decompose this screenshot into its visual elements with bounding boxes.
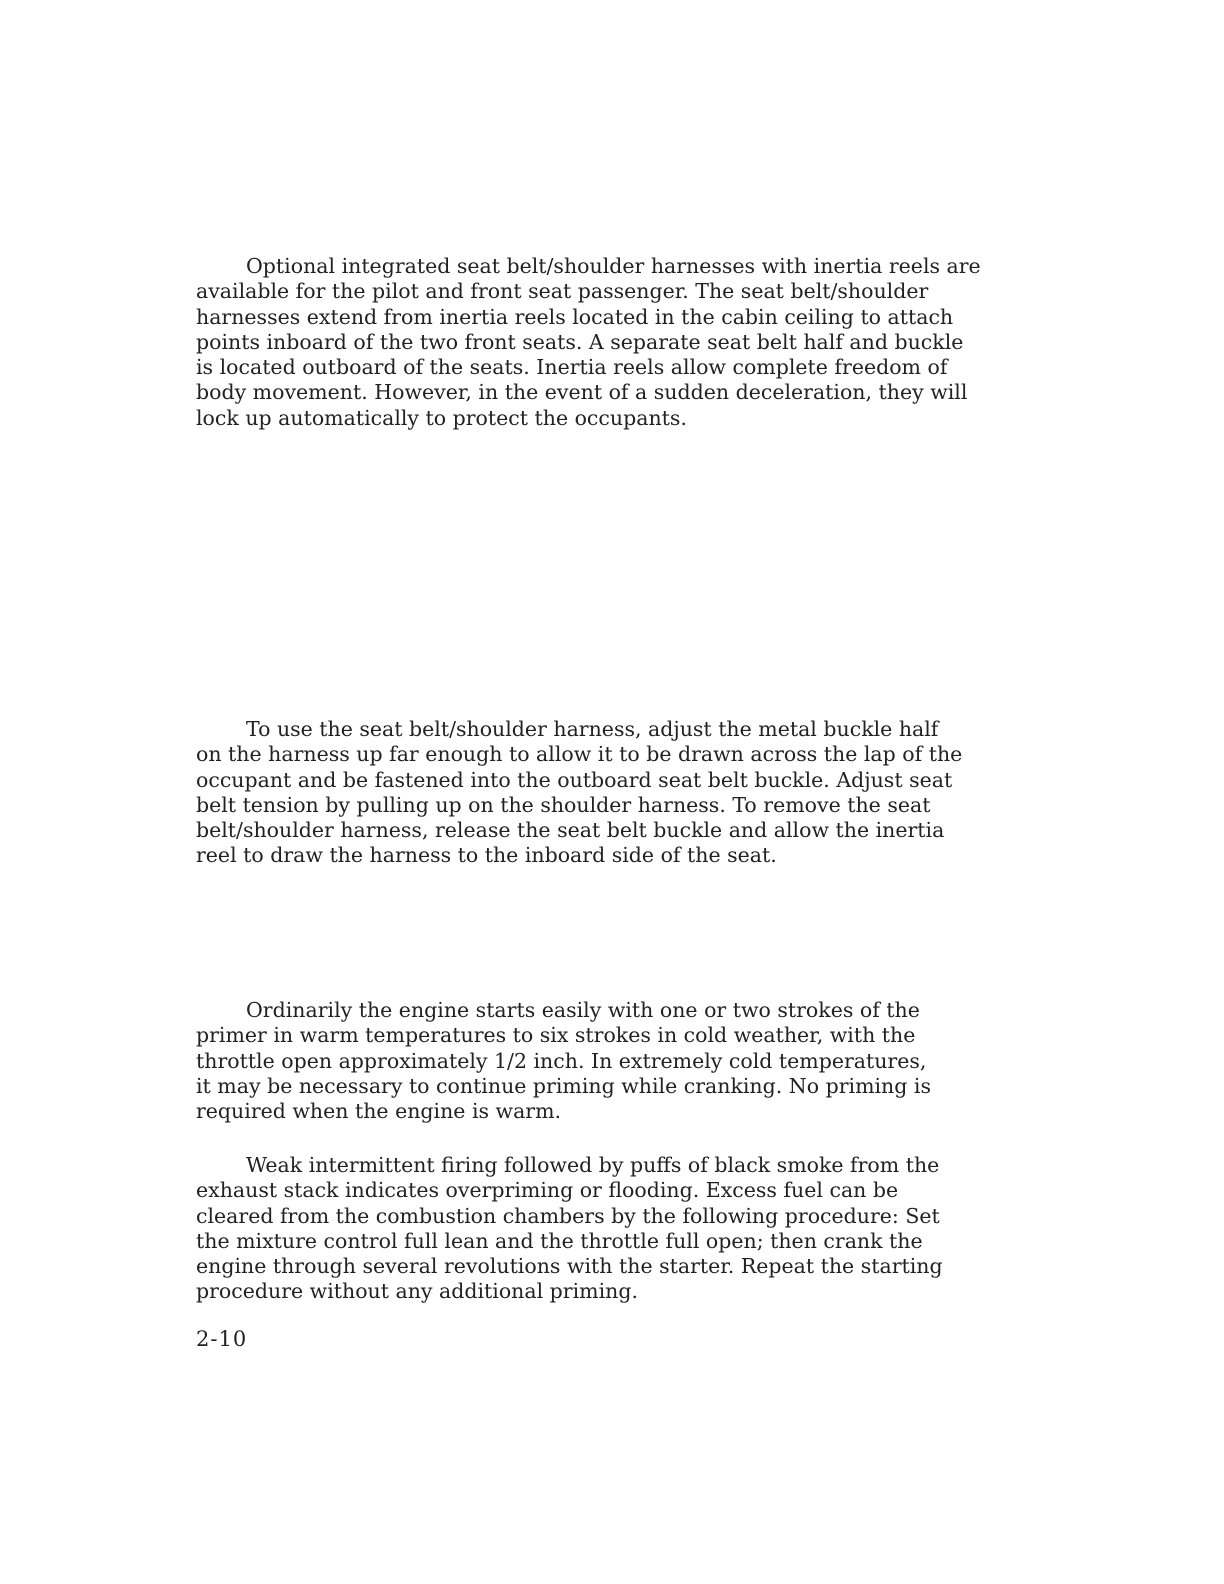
text-line: exhaust stack indicates overpriming or flooding. Excess fuel can be: [196, 1178, 899, 1203]
paragraph-overpriming-procedure: [196, 1153, 1066, 1305]
text-line: procedure without any additional priming.: [196, 1279, 638, 1304]
text-line: harnesses extend from inertia reels located in the cabin ceiling to attach: [196, 304, 954, 329]
text-line: belt tension by pulling up on the shoulder harness. To remove the seat: [196, 792, 931, 817]
text-line: cleared from the combustion chambers by the following procedure: Set: [196, 1203, 940, 1228]
text-line: body movement. However, in the event of a sudden deceleration, they will: [196, 380, 968, 405]
text-line: available for the pilot and front seat passenger. The seat belt/shoulder: [196, 279, 929, 304]
text-line: Optional integrated seat belt/shoulder harnesses with inertia reels are: [246, 254, 981, 278]
text-line: Weak intermittent firing followed by puffs of black smoke from the: [246, 1153, 940, 1177]
page-number: 2-10: [196, 1327, 248, 1351]
text-line: primer in warm temperatures to six strokes in cold weather, with the: [196, 1023, 916, 1048]
text-line: on the harness up far enough to allow it to be drawn across the lap of the: [196, 742, 963, 767]
paragraph-shoulder-harness-description: [196, 254, 1066, 431]
text-line: lock up automatically to protect the occupants.: [196, 405, 687, 430]
text-line: Ordinarily the engine starts easily with one or two strokes of the: [246, 998, 920, 1022]
text-line: points inboard of the two front seats. A separate seat belt half and buckle: [196, 329, 964, 354]
text-line: is located outboard of the seats. Inertia reels allow complete freedom of: [196, 355, 948, 380]
text-line: the mixture control full lean and the throttle full open; then crank the: [196, 1228, 923, 1253]
text-line: engine through several revolutions with the starter. Repeat the starting: [196, 1254, 943, 1279]
text-line: To use the seat belt/shoulder harness, adjust the metal buckle half: [246, 717, 939, 741]
paragraph-harness-usage: [196, 717, 1066, 869]
paragraph-engine-starting: [196, 998, 1066, 1124]
text-line: reel to draw the harness to the inboard side of the seat.: [196, 843, 777, 868]
text-line: required when the engine is warm.: [196, 1099, 562, 1124]
text-line: belt/shoulder harness, release the seat belt buckle and allow the inertia: [196, 818, 945, 843]
text-line: occupant and be fastened into the outboard seat belt buckle. Adjust seat: [196, 767, 953, 792]
text-line: it may be necessary to continue priming while cranking. No priming is: [196, 1073, 931, 1098]
text-line: throttle open approximately 1/2 inch. In extremely cold temperatures,: [196, 1048, 927, 1073]
